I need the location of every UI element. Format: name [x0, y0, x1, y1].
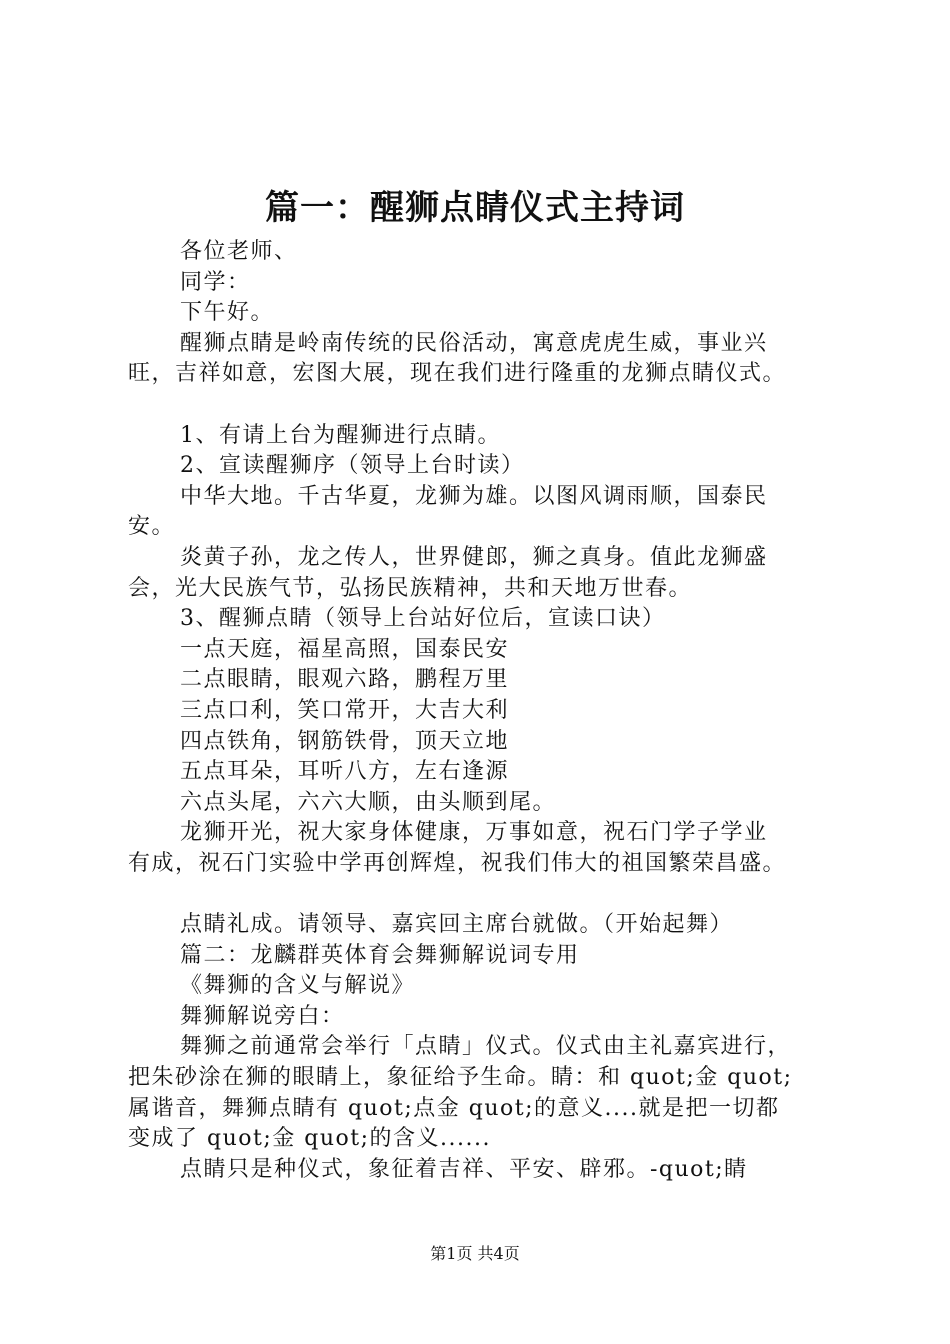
page-number-footer: 第1页 共4页	[430, 1244, 520, 1263]
text-line: 各位老师、	[180, 239, 298, 264]
text-line: 舞狮解说旁白：	[180, 1003, 345, 1029]
document-body	[128, 237, 840, 1185]
text-line: 把朱砂涂在狮的眼睛上，象征给予生命。睛：和 quot;金 quot;	[128, 1065, 793, 1091]
text-line: 醒狮点睛是岭南传统的民俗活动，寓意虎虎生威，事业兴	[180, 330, 768, 356]
text-line: 四点铁角，钢筋铁骨，顶天立地	[180, 728, 510, 754]
text-line: 3、醒狮点睛（领导上台站好位后，宣读口诀）	[180, 606, 666, 632]
text-line: 一点天庭，福星高照，国泰民安	[180, 636, 510, 662]
text-line: 点睛礼成。请领导、嘉宾回主席台就做。（开始起舞）	[180, 912, 734, 938]
text-line: 安。	[128, 514, 176, 540]
document-title: 篇一：醒狮点睛仪式主持词	[265, 188, 685, 228]
text-line: 旺，吉祥如意，宏图大展，现在我们进行隆重的龙狮点睛仪式。	[128, 361, 787, 387]
text-line: 六点头尾，六六大顺，由头顺到尾。	[180, 789, 557, 815]
text-line: 有成，祝石门实验中学再创辉煌，祝我们伟大的祖国繁荣昌盛。	[128, 850, 787, 876]
text-line: 篇二：龙麟群英体育会舞狮解说词专用	[180, 942, 580, 968]
text-line: 下午好。	[180, 300, 275, 326]
text-line: 1、有请上台为醒狮进行点睛。	[180, 422, 501, 448]
text-line: 五点耳朵，耳听八方，左右逢源	[180, 759, 510, 785]
text-line: 2、宣读醒狮序（领导上台时读）	[180, 453, 525, 479]
text-line: 炎黄子孙，龙之传人，世界健郎，狮之真身。值此龙狮盛	[180, 544, 768, 570]
text-line: 三点口利，笑口常开，大吉大利	[180, 697, 510, 723]
text-line: 点睛只是种仪式，象征着吉祥、平安、辟邪。-quot;睛	[180, 1156, 748, 1182]
text-line: 会，光大民族气节，弘扬民族精神，共和天地万世春。	[128, 575, 693, 601]
text-line: 舞狮之前通常会举行「点睛」仪式。仪式由主礼嘉宾进行，	[180, 1034, 792, 1060]
text-line: 属谐音，舞狮点睛有 quot;点金 quot;的意义....就是把一切都	[128, 1095, 780, 1121]
text-line: 《舞狮的含义与解说》	[180, 973, 416, 999]
text-line: 变成了 quot;金 quot;的含义......	[128, 1126, 491, 1152]
text-line: 中华大地。千古华夏，龙狮为雄。以图风调雨顺，国泰民	[180, 483, 768, 509]
text-line: 龙狮开光，祝大家身体健康，万事如意，祝石门学子学业	[180, 820, 768, 846]
blank-line	[128, 390, 840, 421]
text-line: 二点眼睛，眼观六路，鹏程万里	[180, 667, 510, 693]
blank-line	[128, 879, 840, 910]
text-line: 同学：	[180, 269, 251, 295]
